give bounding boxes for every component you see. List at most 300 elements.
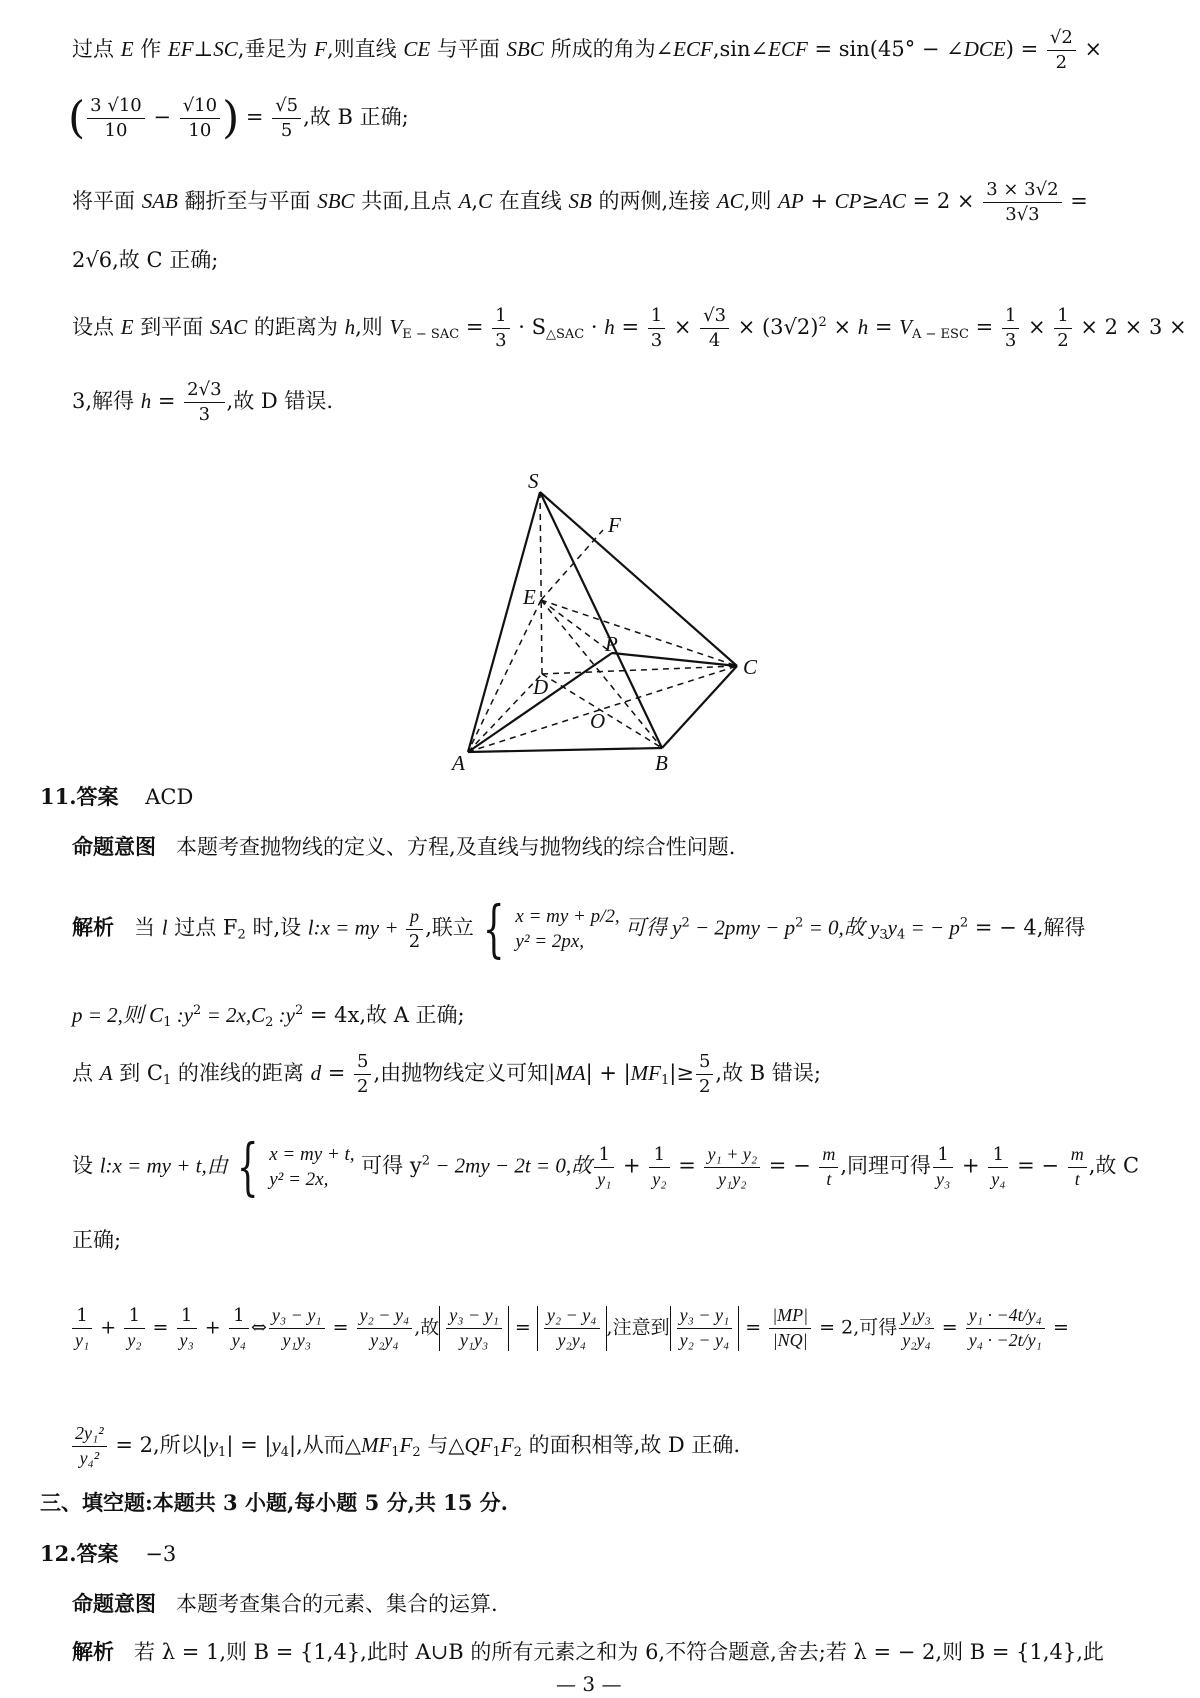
- text: 到平面: [133, 314, 210, 339]
- text: ECF: [673, 36, 713, 61]
- text: SAC: [209, 314, 248, 339]
- text: 与平面: [430, 36, 507, 61]
- subscript: 3: [879, 927, 888, 943]
- denominator: 2: [1055, 51, 1068, 73]
- text: −: [146, 104, 178, 129]
- answer-label: 答案: [76, 1541, 119, 1566]
- brace: {: [482, 892, 505, 965]
- numerator: √5: [272, 96, 301, 119]
- text: ,联立: [425, 915, 474, 940]
- denominator: 5: [280, 119, 293, 141]
- section-3-title: 三、填空题:本题共 3 小题,每小题 5 分,共 15 分.: [40, 1490, 508, 1515]
- numerator: 1: [649, 1145, 669, 1168]
- denominator: y₄ · −2t/y₁: [968, 1329, 1042, 1350]
- text: l: [99, 1153, 106, 1178]
- question-number: 11.: [40, 784, 77, 809]
- question-number: 12.: [40, 1541, 77, 1566]
- denominator: y₄: [991, 1168, 1006, 1189]
- text: 当: [134, 915, 162, 940]
- subscript: 1: [661, 1072, 670, 1088]
- answer-label: 答案: [76, 784, 119, 809]
- denominator: y₂: [127, 1329, 142, 1350]
- text: l: [307, 915, 314, 940]
- text: MA: [555, 1060, 586, 1085]
- text: +: [94, 1316, 123, 1339]
- text: 可得 y: [354, 1153, 422, 1178]
- absolute-value: [670, 1306, 740, 1351]
- text: 翻折至与平面: [177, 188, 318, 213]
- analysis-label: 解析: [72, 1639, 114, 1664]
- text: 共面,且点: [354, 188, 459, 213]
- text: 点: [72, 1060, 100, 1085]
- absolute-value: [537, 1306, 607, 1351]
- text: = 2x,C: [201, 1003, 266, 1027]
- text: ,sin∠: [712, 36, 769, 61]
- text: ·: [584, 314, 605, 339]
- text: 作: [133, 36, 168, 61]
- label-S: S: [528, 470, 539, 493]
- q10-line-2: [68, 92, 409, 144]
- numerator: 2y₁²: [72, 1424, 107, 1447]
- numerator: y₃ − y₁: [677, 1306, 733, 1329]
- text: 的面积相等,故 D 正确.: [521, 1432, 741, 1457]
- numerator: m: [819, 1145, 838, 1168]
- superscript: 2: [193, 1003, 202, 1018]
- fraction: [594, 1145, 614, 1190]
- fraction: [177, 1306, 197, 1351]
- numerator: 1: [648, 306, 665, 329]
- system-row: x = my + p/2,: [515, 906, 620, 927]
- text: AP: [778, 188, 804, 213]
- paren: ): [222, 92, 240, 144]
- text: = − 4,解得: [968, 915, 1086, 940]
- fraction: [677, 1306, 733, 1351]
- text: AC: [879, 188, 906, 213]
- denominator: 2: [698, 1075, 711, 1097]
- text: V: [899, 314, 912, 339]
- text: E: [120, 36, 134, 61]
- system-row: x = my + t,: [269, 1144, 355, 1165]
- numerator: y₃ − y₁: [446, 1306, 502, 1329]
- text: ⊥: [193, 36, 214, 61]
- denominator: |NQ|: [772, 1329, 808, 1350]
- text: ,故 D 错误.: [226, 388, 334, 413]
- superscript: 2: [294, 1003, 304, 1018]
- text: ,则: [743, 188, 779, 213]
- numerator: p: [406, 907, 423, 930]
- text: y: [887, 915, 897, 940]
- text: A: [99, 1060, 113, 1085]
- text: ,注意到: [606, 1316, 670, 1339]
- text: MF: [360, 1432, 392, 1457]
- denominator: 3: [198, 403, 211, 425]
- numerator: 5: [354, 1052, 371, 1075]
- text: SBC: [317, 188, 355, 213]
- numerator: 5: [696, 1052, 713, 1075]
- paren: (: [68, 92, 86, 144]
- numerator: 1: [1002, 306, 1019, 329]
- denominator: y₂ − y₄: [679, 1329, 730, 1350]
- text: · S: [511, 314, 546, 339]
- text: CP: [834, 188, 862, 213]
- fraction: [700, 306, 729, 351]
- numerator: √2: [1047, 28, 1076, 51]
- text: =: [239, 104, 271, 129]
- text: = 2,可得: [813, 1316, 898, 1339]
- text: SC: [213, 36, 238, 61]
- q10-line-6: [72, 380, 333, 425]
- label-D: D: [533, 675, 549, 699]
- fraction: [819, 1145, 838, 1190]
- edge-AB: [468, 748, 662, 752]
- q11-intent: [72, 836, 735, 858]
- denominator: 2: [357, 1075, 369, 1097]
- denominator: 3: [650, 329, 663, 351]
- text: |,从而△: [289, 1432, 361, 1457]
- denominator: y₁: [75, 1329, 90, 1350]
- text: × 2 × 3 ×: [1073, 314, 1187, 339]
- text: =: [326, 1316, 355, 1339]
- numerator: √10: [180, 96, 220, 119]
- fraction: [184, 380, 224, 425]
- text: 若 λ = 1,则 B = {1,4},此时 A∪B 的所有元素之和为 6,不符合题意,舍去;若 λ = − 2,则 B = {1,4},此: [134, 1640, 1104, 1664]
- subscript: 1: [492, 1444, 501, 1460]
- edge-SC: [540, 492, 737, 666]
- text: 的两侧,连接: [591, 188, 717, 213]
- fraction: [983, 180, 1061, 225]
- fraction: [1047, 28, 1076, 73]
- text: :y: [171, 1003, 194, 1027]
- numerator: y₁ · −4t/y₄: [966, 1306, 1045, 1329]
- text: DCE: [963, 36, 1006, 61]
- text: ,垂足为: [237, 36, 315, 61]
- text: =: [459, 314, 491, 339]
- text: =: [1046, 1316, 1069, 1339]
- denominator: 4: [708, 329, 721, 351]
- fraction: [1068, 1145, 1087, 1190]
- subscript: 1: [391, 1444, 400, 1460]
- intent-label: 命题意图: [72, 834, 156, 859]
- q11-line-4: [72, 1130, 1140, 1203]
- text: ,故 C 正确;: [112, 248, 219, 272]
- text: :x = my + t,由: [105, 1153, 228, 1178]
- denominator: y₃: [179, 1329, 194, 1350]
- text: 到 C: [112, 1060, 163, 1085]
- label-A: A: [452, 751, 465, 775]
- superscript: 2: [681, 915, 690, 931]
- text: F: [314, 36, 327, 61]
- text: E: [120, 314, 134, 339]
- numerator: |MP|: [769, 1306, 811, 1329]
- equation-system: [474, 892, 620, 965]
- text: l: [161, 915, 168, 940]
- text: =: [968, 314, 1000, 339]
- text: CE: [403, 36, 431, 61]
- text: ,由抛物线定义可知|: [373, 1060, 556, 1085]
- text: ≥: [861, 188, 880, 213]
- denominator: 10: [188, 119, 212, 141]
- denominator: 10: [104, 119, 128, 141]
- fraction: [492, 306, 509, 351]
- numerator: m: [1068, 1145, 1087, 1168]
- text: = 0,故 y: [803, 915, 880, 940]
- text: ,则: [355, 314, 390, 339]
- analysis-label: 解析: [72, 914, 114, 940]
- text: ×: [826, 314, 858, 339]
- label-F: F: [608, 513, 621, 537]
- text: SAB: [141, 188, 178, 213]
- numerator: y₂ − y₄: [544, 1306, 600, 1329]
- denominator: y₁y₃: [282, 1329, 311, 1350]
- text: = 2,所以|: [108, 1432, 209, 1457]
- text: ×: [667, 314, 699, 339]
- edge-EP: [541, 600, 612, 653]
- text: 3,解得: [72, 388, 141, 413]
- fraction: [406, 907, 423, 952]
- label-B: B: [655, 751, 668, 775]
- intent-text: 本题考查集合的元素、集合的运算.: [176, 1592, 498, 1616]
- fraction: [648, 306, 665, 351]
- text: d: [310, 1060, 322, 1085]
- text: 过点 F: [167, 915, 238, 940]
- text: ⇔: [251, 1316, 267, 1339]
- text: ×: [1021, 314, 1053, 339]
- text: =: [868, 314, 900, 339]
- edge-SD: [540, 492, 542, 674]
- text: h: [857, 314, 869, 339]
- label-P: P: [605, 632, 618, 656]
- text: 设: [72, 1153, 100, 1178]
- text: y: [208, 1432, 219, 1457]
- q11-line-2: [72, 1004, 465, 1029]
- fraction: [357, 1306, 413, 1351]
- numerator: 1: [177, 1306, 197, 1329]
- text: EF: [167, 36, 194, 61]
- denominator: y₂y₄: [557, 1329, 586, 1350]
- q11-heading: [40, 786, 193, 808]
- denominator: 2: [1057, 329, 1069, 351]
- fraction: [649, 1145, 669, 1190]
- numerator: 1: [594, 1145, 614, 1168]
- answer-value: −3: [145, 1542, 177, 1566]
- superscript: 2: [959, 915, 969, 931]
- numerator: y₁y₃: [899, 1306, 934, 1329]
- text: =: [321, 1060, 353, 1085]
- q11-line-3: [72, 1052, 821, 1097]
- label-E: E: [523, 585, 536, 609]
- q10-line-4: [72, 250, 218, 271]
- numerator: y₁ + y₂: [704, 1145, 760, 1168]
- text: =: [146, 1316, 175, 1339]
- q10-line-5: [72, 306, 1187, 351]
- text: | = |: [226, 1432, 272, 1457]
- text: ,同理可得: [840, 1153, 932, 1178]
- fraction: [1054, 306, 1071, 351]
- text: ,故: [414, 1316, 440, 1339]
- q12-intent: [72, 1593, 498, 1615]
- text: =: [508, 1316, 537, 1339]
- label-C: C: [743, 655, 758, 679]
- denominator: t: [1074, 1168, 1080, 1189]
- text: |≥: [669, 1060, 694, 1085]
- text: h: [604, 314, 615, 339]
- edge-DC: [542, 666, 737, 674]
- q11-line-1: [72, 892, 1086, 965]
- text: p = 2,则 C: [72, 1003, 164, 1027]
- numerator: 1: [988, 1145, 1008, 1168]
- denominator: 3√3: [1005, 203, 1040, 225]
- pyramid-figure: [440, 470, 780, 775]
- fraction: [87, 96, 145, 141]
- text: 正确;: [72, 1228, 122, 1252]
- numerator: y₂ − y₄: [357, 1306, 413, 1329]
- fraction: [272, 96, 301, 141]
- text: = − p: [905, 915, 960, 940]
- subscript: A − ESC: [912, 326, 969, 342]
- denominator: y₁y₂: [718, 1168, 747, 1189]
- text: h: [140, 388, 152, 413]
- numerator: 1: [72, 1306, 92, 1329]
- system-row: y² = 2x,: [269, 1169, 329, 1190]
- numerator: 1: [933, 1145, 953, 1168]
- subscript: 2: [412, 1444, 421, 1460]
- page-number: — 3 —: [556, 1672, 622, 1696]
- denominator: y₁: [597, 1168, 612, 1189]
- text: +: [616, 1153, 648, 1178]
- text: 将平面: [72, 188, 142, 213]
- denominator: y₁y₃: [459, 1329, 489, 1350]
- numerator: 2√3: [184, 380, 224, 403]
- text: = sin(45° − ∠: [807, 36, 964, 61]
- subscript: 2: [237, 927, 246, 943]
- text: C: [478, 188, 493, 213]
- fraction: [966, 1306, 1045, 1351]
- text: ECF: [768, 36, 808, 61]
- numerator: 3 √10: [87, 96, 145, 119]
- text: 的距离为: [247, 314, 345, 339]
- denominator: y₃: [936, 1168, 951, 1189]
- text: =: [739, 1316, 768, 1339]
- superscript: 2: [818, 314, 827, 330]
- denominator: 3: [1004, 329, 1017, 351]
- q11-line-6: [70, 1306, 1069, 1351]
- numerator: 1: [492, 306, 509, 329]
- denominator: y₄²: [79, 1447, 100, 1468]
- text: +: [955, 1153, 987, 1178]
- numerator: 1: [1054, 306, 1071, 329]
- text: 在直线: [492, 188, 569, 213]
- text: = −: [762, 1153, 818, 1178]
- text: = 4x,故 A 正确;: [303, 1003, 465, 1027]
- fraction: [269, 1306, 325, 1351]
- text: =: [935, 1316, 964, 1339]
- text: :y: [273, 1003, 295, 1027]
- fraction: [354, 1052, 371, 1097]
- denominator: y₂y₄: [370, 1329, 399, 1350]
- intent-label: 命题意图: [72, 1591, 156, 1616]
- subscript: 4: [896, 927, 906, 943]
- fraction: [72, 1424, 107, 1469]
- subscript: △SAC: [545, 326, 585, 342]
- subscript: 1: [218, 1444, 227, 1460]
- text: 过点: [72, 36, 121, 61]
- fraction: [229, 1306, 249, 1351]
- text: :x = my +: [313, 915, 404, 940]
- text: × (3√2): [731, 314, 819, 339]
- denominator: 3: [495, 329, 507, 351]
- text: ,故 B 正确;: [303, 104, 409, 129]
- system-row: y² = 2px,: [515, 931, 585, 952]
- text: = 2 ×: [905, 188, 982, 213]
- text: SB: [568, 188, 592, 213]
- fraction: [704, 1145, 760, 1190]
- fraction: [180, 96, 220, 141]
- text: AC: [716, 188, 744, 213]
- text: 可得 y: [619, 915, 682, 940]
- fraction: [124, 1306, 144, 1351]
- edge-PC: [612, 653, 737, 666]
- denominator: t: [826, 1168, 832, 1189]
- text: MF: [630, 1060, 661, 1085]
- text: h: [344, 314, 356, 339]
- text: ,故 B 错误;: [715, 1060, 821, 1085]
- absolute-value: [439, 1306, 509, 1351]
- text: +: [803, 188, 835, 213]
- text: A: [458, 188, 472, 213]
- brace: {: [236, 1130, 259, 1203]
- numerator: y₃ − y₁: [269, 1306, 325, 1329]
- edge-AP: [468, 653, 612, 752]
- fraction: [696, 1052, 713, 1097]
- text: QF: [464, 1432, 493, 1457]
- subscript: 1: [162, 1072, 172, 1088]
- denominator: 2: [408, 930, 421, 952]
- text: =: [151, 388, 183, 413]
- text: ) =: [1005, 36, 1045, 61]
- denominator: y₂: [652, 1168, 667, 1189]
- text: 的准线的距离: [171, 1060, 311, 1085]
- text: =: [1063, 188, 1088, 213]
- text: 2√6: [72, 248, 113, 272]
- edge-SA: [468, 492, 540, 752]
- denominator: y₂y₄: [902, 1329, 931, 1350]
- superscript: 2: [795, 915, 804, 931]
- answer-value: ACD: [145, 785, 194, 809]
- numerator: √3: [700, 306, 729, 329]
- numerator: 3 × 3√2: [983, 180, 1061, 203]
- numerator: 1: [124, 1306, 144, 1329]
- fraction: [72, 1306, 92, 1351]
- text: ×: [1077, 36, 1103, 61]
- text: F: [399, 1432, 413, 1457]
- text: 所成的角为∠: [543, 36, 674, 61]
- text: = −: [1010, 1153, 1066, 1178]
- text: 时,设: [245, 915, 308, 940]
- text: − 2my − 2t = 0,故: [429, 1153, 593, 1178]
- intent-text: 本题考查抛物线的定义、方程,及直线与抛物线的综合性问题.: [176, 835, 736, 859]
- text: V: [389, 314, 403, 339]
- subscript: 1: [163, 1015, 172, 1030]
- text: ,故 C: [1088, 1153, 1140, 1178]
- fraction: [933, 1145, 953, 1190]
- text: ,: [471, 188, 479, 213]
- fraction: [446, 1306, 502, 1351]
- q12-line-1: [72, 1641, 1104, 1663]
- fraction: [988, 1145, 1008, 1190]
- q11-line-5: [72, 1230, 121, 1251]
- fraction: [899, 1306, 934, 1351]
- text: =: [614, 314, 646, 339]
